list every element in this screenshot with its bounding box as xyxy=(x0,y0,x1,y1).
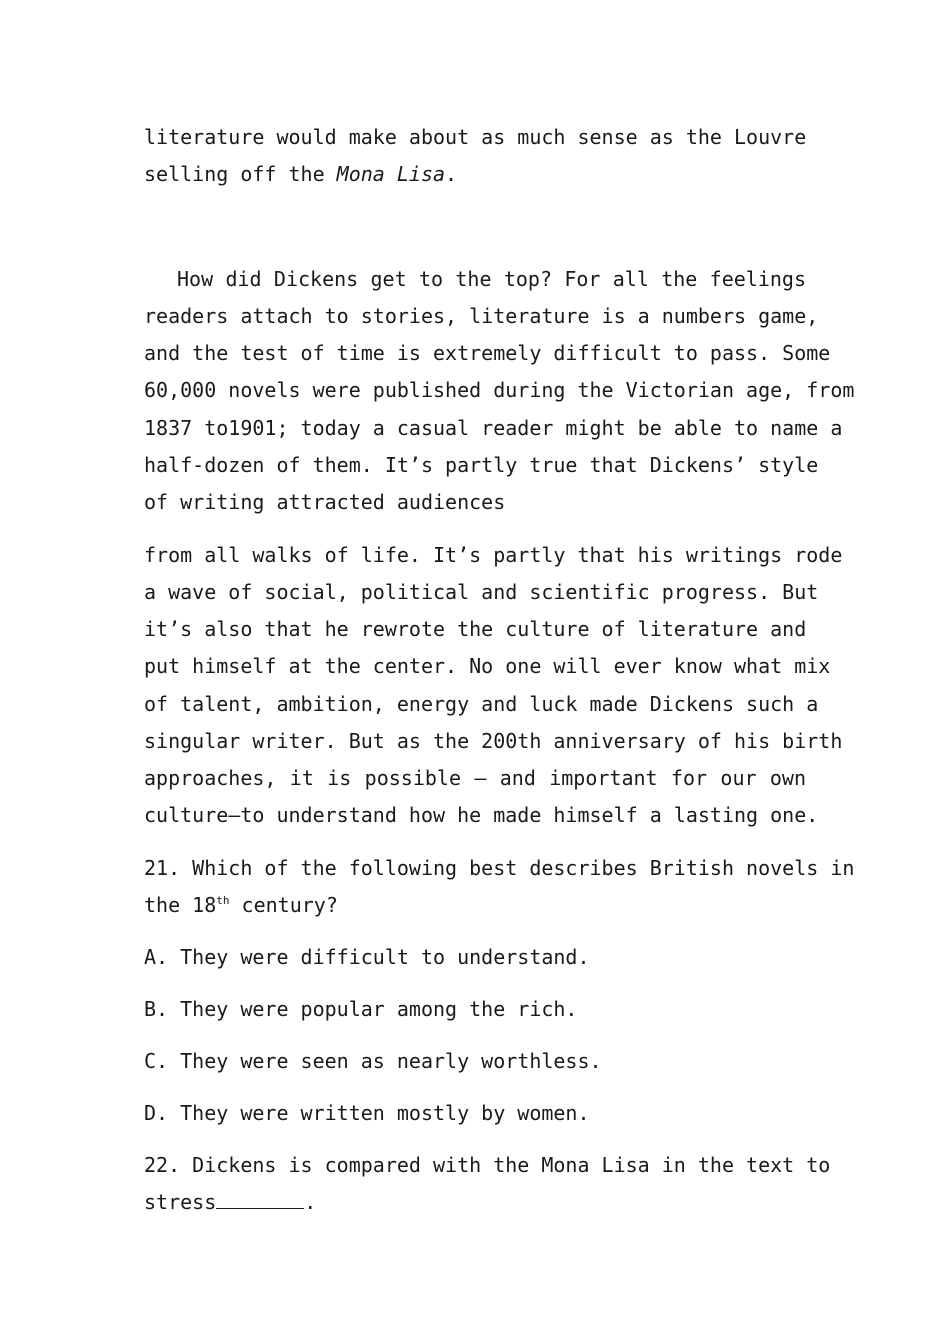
passage-p2-line3: and the test of time is extremely difficult to pass. Some xyxy=(144,341,831,365)
answer-blank xyxy=(216,1190,304,1209)
passage-p2-line2: readers attach to stories, literature is a numbers game, xyxy=(144,304,819,328)
passage-p2-line1: How did Dickens get to the top? For all the feelings xyxy=(177,267,806,291)
passage-p3-line7: approaches, it is possible — and important for our own xyxy=(144,766,806,790)
passage-p3-line1: from all walks of life. It’s partly that his writings rode xyxy=(144,543,843,567)
passage-p3-line2: a wave of social, political and scientific progress. But xyxy=(144,580,819,604)
passage-p2-line7: of writing attracted audiences xyxy=(144,490,506,514)
passage-p2-line4: 60,000 novels were published during the Victorian age, from xyxy=(144,378,855,402)
question-21-option-a: A. They were difficult to understand. xyxy=(144,945,590,969)
passage-p3-line6: singular writer. But as the 200th anniversary of his birth xyxy=(144,729,843,753)
passage-p2-line5: 1837 to1901; today a casual reader might be able to name a xyxy=(144,416,843,440)
question-22-line1: 22. Dickens is compared with the Mona Lisa in the text to xyxy=(144,1153,831,1177)
superscript-th: th xyxy=(216,894,230,907)
passage-p3-line3: it’s also that he rewrote the culture of literature and xyxy=(144,617,807,641)
passage-p3-line8: culture—to understand how he made himself a lasting one. xyxy=(144,803,819,827)
question-21-option-d: D. They were written mostly by women. xyxy=(144,1101,590,1125)
question-21-line1: 21. Which of the following best describes British novels in xyxy=(144,856,855,880)
question-21-line2: the 18th century? xyxy=(144,893,338,917)
passage-p1-line2: selling off the Mona Lisa. xyxy=(144,162,458,186)
passage-p1-line1: literature would make about as much sense as the Louvre xyxy=(144,125,807,149)
question-21-option-b: B. They were popular among the rich. xyxy=(144,997,578,1021)
passage-p3-line4: put himself at the center. No one will ever know what mix xyxy=(144,654,831,678)
mona-lisa-italic: Mona Lisa xyxy=(336,162,446,186)
passage-p3-line5: of talent, ambition, energy and luck made Dickens such a xyxy=(144,692,819,716)
question-22-line2: stress . xyxy=(144,1190,317,1214)
question-21-option-c: C. They were seen as nearly worthless. xyxy=(144,1049,602,1073)
passage-p2-line6: half-dozen of them. It’s partly true that Dickens’ style xyxy=(144,453,819,477)
